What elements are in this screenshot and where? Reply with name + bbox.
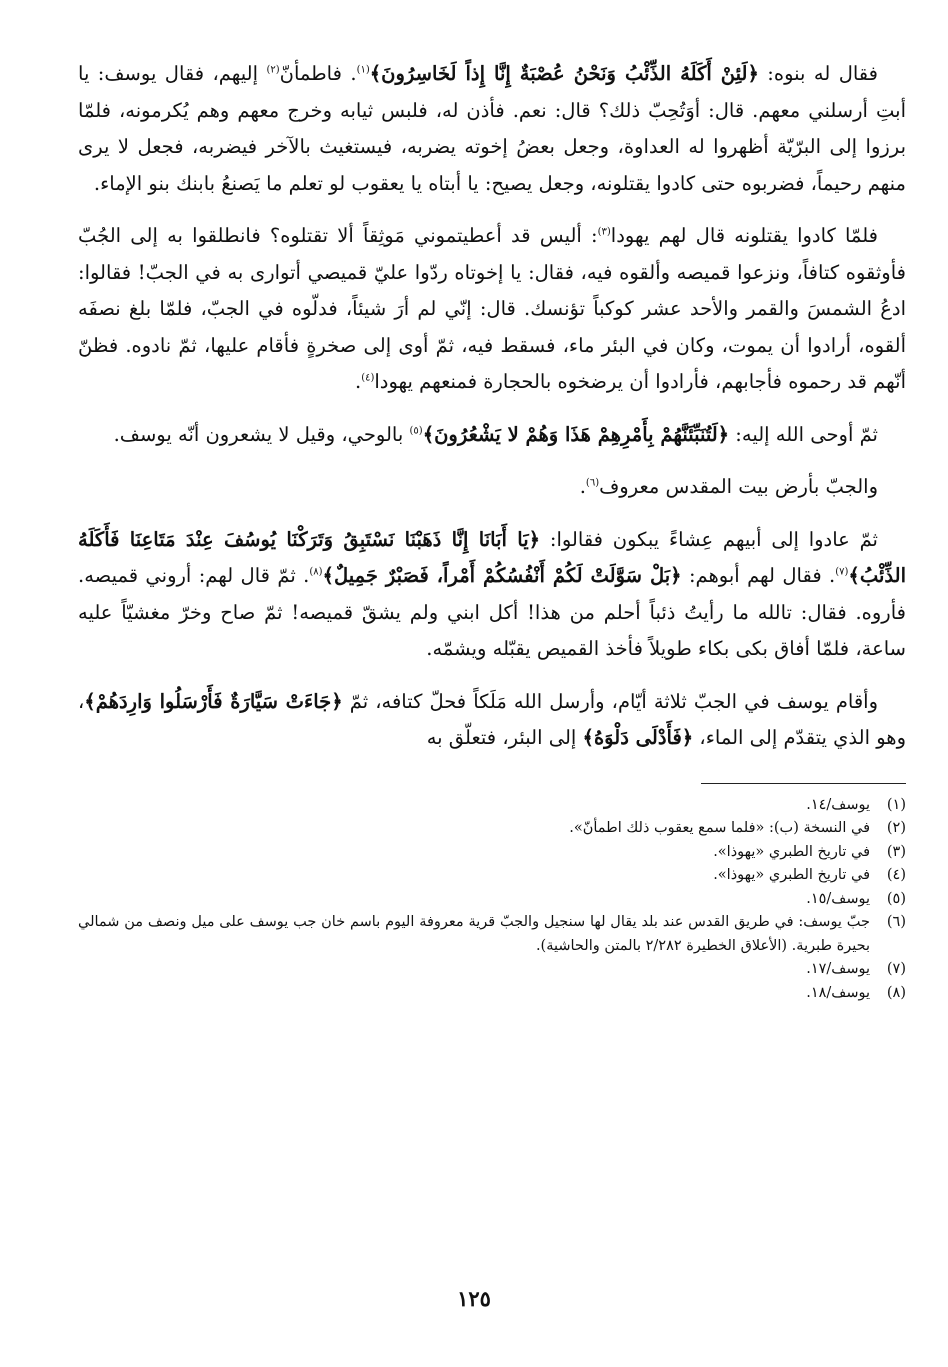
footnote-text: جبّ يوسف: في طريق القدس عند بلد يقال لها سنجيل والجبّ قرية معروفة اليوم باسم خان جب يوسف على ميل ونصف من شمالي بحيرة طبرية. (الأعلاق الخطيرة ٢/٢٨٢ بالمتن والحاشية). bbox=[78, 914, 870, 954]
paragraph-text: فقال له بنوه: bbox=[758, 62, 878, 85]
footnote-number: (٧) bbox=[886, 961, 906, 977]
paragraph-text: ثمّ أوحى الله إليه: bbox=[729, 422, 878, 446]
footnote-text: يوسف/١٥. bbox=[806, 890, 870, 907]
footnote-ref: (٨) bbox=[309, 566, 323, 578]
paragraph-text: . فقال لهم أبوهم: bbox=[681, 564, 836, 587]
footnote-text: يوسف/١٧. bbox=[806, 961, 870, 977]
paragraph-text: . bbox=[579, 475, 586, 498]
page-body bbox=[78, 56, 906, 1005]
footnote bbox=[78, 841, 906, 865]
footnote bbox=[78, 817, 906, 841]
paragraph-text: : أليس قد أعطيتموني مَوثِقاً ألا تقتلوه؟ فانطلقوا به إلى الجُبّ فأوثقوه كتافاً، ونزعوا قميصه وألقوه فيه، فقال: يا إخوتاه ردّوا عليّ قميصي أتوارى به في الجبّ! فقالوا: ادعُ الشمسَ والقمر والأحد عشر كوكباً تؤنسك. قال: إنّي لم أرَ شيئاً، فدلّوه في الجبّ، فلمّا بلغ نصفَه ألقوه، أرادوا أن يموت، وكان في البئر ماء، فسقط فيه، ثمّ أوى إلى صخرةٍ فأقام عليها، ثمّ نادوه. فظنّ أنّهم قد رحموه فأجابهم، فأرادوا أن يرضخوه بالحجارة فمنعهم يهودا bbox=[78, 224, 906, 393]
footnote-ref: (٧) bbox=[835, 566, 849, 578]
footnotes-list bbox=[78, 794, 906, 1006]
footnote-number: (٤) bbox=[886, 867, 906, 883]
footnote-text: يوسف/١٤. bbox=[806, 796, 870, 813]
paragraph-text: فلمّا كادوا يقتلونه قال لهم يهودا bbox=[610, 224, 878, 247]
footnote-separator bbox=[701, 783, 906, 784]
paragraph-text: . bbox=[354, 370, 362, 393]
quran-quote: ﴿فَأَدْلَى دَلْوَهُ﴾ bbox=[582, 726, 694, 749]
quran-quote: ﴿يَا أَبَانَا إِنَّا ذَهَبْنَا نَسْتَبِقُ وَتَرَكْنَا يُوسُفَ عِنْدَ مَتَاعِنَا فَأَكَلَهُ الذِّئْبُ﴾ bbox=[78, 527, 907, 587]
paragraph bbox=[78, 684, 906, 757]
paragraph-text: وأقام يوسف في الجبّ ثلاثة أيّام، وأرسل الله مَلَكاً فحلّ كتافه، ثمّ bbox=[342, 689, 879, 713]
footnote bbox=[78, 911, 906, 958]
paragraph bbox=[78, 522, 906, 668]
footnote-ref: (٦) bbox=[585, 477, 600, 489]
paragraph-text: . فاطمأنّ bbox=[279, 62, 357, 85]
footnote-text: في تاريخ الطبري «يهوذا». bbox=[713, 843, 870, 860]
footnote bbox=[78, 982, 906, 1006]
quran-quote: ﴿جَاءَتْ سَيَّارَةٌ فَأَرْسَلُوا وَارِدَهُمْ﴾ bbox=[84, 689, 343, 713]
paragraph-text: والجبّ بأرض بيت المقدس معروف bbox=[599, 475, 878, 498]
paragraph bbox=[78, 56, 906, 202]
paragraph-text: . ثمّ قال لهم: أروني قميصه. فأروه. فقال: تالله ما رأيتُ ذئباً أحلم من هذا! أكل ابني ولم يشقّ قميصه! ثمّ صاح وخرّ مغشيّاً عليه ساعة، فلمّا أفاق بكى بكاء طويلاً فأخذ القميص يقبّله ويشمّه. bbox=[78, 564, 906, 660]
quran-quote: ﴿بَلْ سَوَّلَتْ لَكُمْ أَنْفُسُكُمْ أَمْراً، فَصَبْرٌ جَمِيلٌ﴾ bbox=[322, 564, 682, 587]
footnote-number: (٢) bbox=[886, 820, 906, 836]
footnote-ref: (١) bbox=[356, 64, 370, 76]
footnote bbox=[78, 864, 906, 888]
footnote bbox=[78, 794, 906, 818]
footnote-number: (٦) bbox=[886, 914, 906, 930]
footnote-text: يوسف/١٨. bbox=[806, 984, 870, 1001]
main-text bbox=[78, 56, 906, 757]
footnote bbox=[78, 958, 906, 982]
footnote-text: في النسخة (ب): «فلما سمع يعقوب ذلك اطمأنّ». bbox=[569, 820, 870, 836]
paragraph-text: ثمّ عادوا إلى أبيهم عِشاءً يبكون فقالوا: bbox=[540, 527, 878, 551]
footnote-number: (١) bbox=[886, 796, 906, 813]
footnote-text: في تاريخ الطبري «يهوذا». bbox=[713, 867, 870, 883]
footnote-ref: (٢) bbox=[266, 64, 280, 76]
page-number: ١٢٥ bbox=[457, 1286, 491, 1311]
footnote-ref: (٤) bbox=[361, 372, 375, 384]
footnote-number: (٨) bbox=[886, 984, 906, 1001]
footnote bbox=[78, 888, 906, 912]
paragraph bbox=[78, 469, 906, 506]
paragraph-text: ، وهو الذي يتقدّم إلى الماء، bbox=[78, 689, 906, 749]
quran-quote: ﴿لَئِنْ أَكَلَهُ الذِّئْبُ وَنَحْنُ عُصْبَةٌ إِنَّا إِذاً لَخَاسِرُونَ﴾ bbox=[369, 62, 759, 85]
paragraph bbox=[78, 218, 906, 401]
footnote-ref: (٣) bbox=[597, 226, 611, 238]
footnote-number: (٥) bbox=[886, 890, 906, 907]
paragraph-text: بالوحي، وقيل لا يشعرون أنّه يوسف. bbox=[113, 422, 410, 446]
paragraph bbox=[78, 417, 906, 454]
paragraph-text: إلى البئر، فتعلّق به bbox=[426, 726, 583, 749]
footnote-ref: (٥) bbox=[409, 425, 423, 436]
quran-quote: ﴿لَتُنَبِّئَنَّهُمْ بِأَمْرِهِمْ هَذَا وَهُمْ لا يَشْعُرُونَ﴾ bbox=[422, 422, 730, 446]
paragraph-text: إليهم، فقال يوسف: يا أبتِ أرسلني معهم. قال: أوَتُحِبّ ذلك؟ قال: نعم. فأذن له، فلبس ثيابه وخرج معهم وهم يُكرمونه، فلمّا برزوا إلى البرّيّة أظهروا له العداوة، وجعل بعضُ إخوته يضربه، فيستغيث بالآخر فيضربه، فجعل لا يرى منهم رحيماً، فضربوه حتى كادوا يقتلونه، وجعل يصيح: يا أبتاه يا يعقوب لو تعلم ما يَصنعُ بابنك بنو الإماء. bbox=[78, 62, 906, 195]
footnote-number: (٣) bbox=[886, 843, 906, 860]
